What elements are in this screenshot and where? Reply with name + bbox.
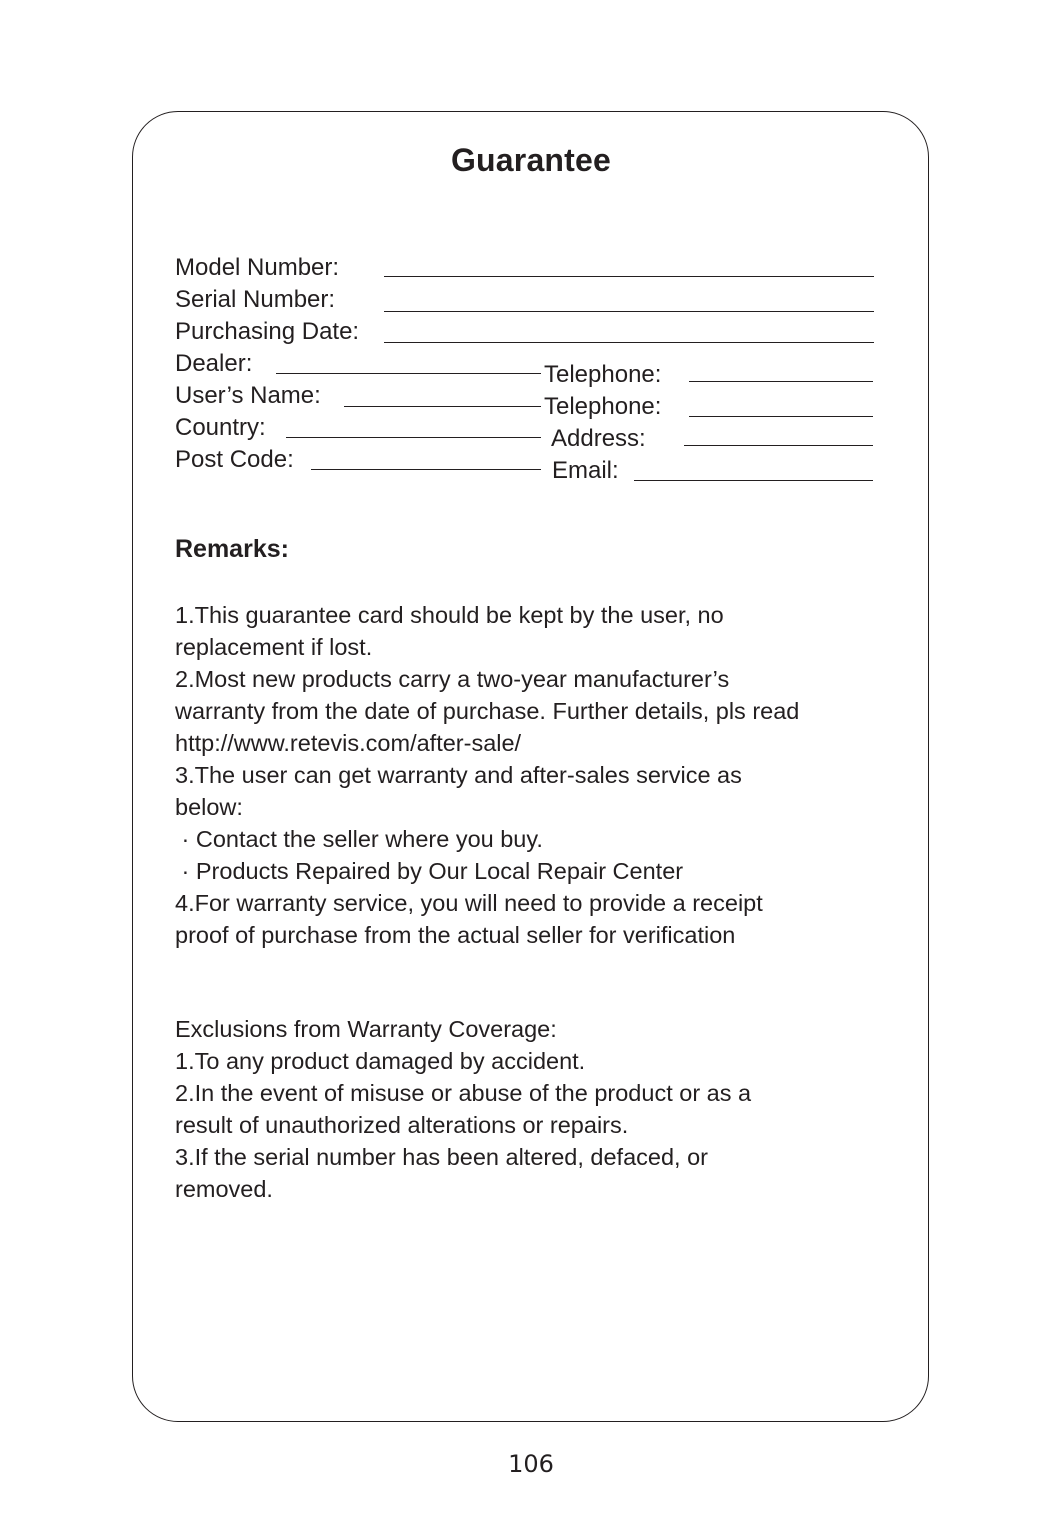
purchasing-date-field[interactable]	[384, 342, 874, 343]
address-field[interactable]	[684, 445, 873, 446]
users-name-field[interactable]	[344, 406, 541, 407]
remarks-bullet: · Contact the seller where you buy.	[175, 826, 543, 852]
page-title: Guarantee	[450, 142, 612, 178]
remarks-bullet: · Products Repaired by Our Local Repair Center	[175, 858, 684, 884]
country-field[interactable]	[286, 437, 541, 438]
post-code-field[interactable]	[311, 469, 541, 470]
page-number: 106	[508, 1450, 554, 1478]
exclusions-line: removed.	[175, 1176, 273, 1202]
purchasing-date-label: Purchasing Date:	[175, 318, 360, 345]
dealer-field[interactable]	[276, 373, 541, 374]
serial-number-label: Serial Number:	[175, 286, 336, 313]
user-telephone-label: Telephone:	[544, 393, 662, 420]
exclusions-line: 1.To any product damaged by accident.	[175, 1048, 586, 1074]
remarks-line: 3.The user can get warranty and after-sales service as	[175, 762, 742, 788]
post-code-label: Post Code:	[175, 446, 294, 473]
remarks-line: replacement if lost.	[175, 634, 373, 660]
exclusions-list	[175, 1013, 895, 1205]
serial-number-field[interactable]	[384, 311, 874, 312]
remarks-line: 1.This guarantee card should be kept by the user, no	[175, 602, 724, 628]
dealer-label: Dealer:	[175, 350, 253, 377]
dealer-telephone-field[interactable]	[689, 381, 873, 382]
remarks-line: below:	[175, 794, 243, 820]
user-telephone-field[interactable]	[689, 416, 873, 417]
exclusions-line: result of unauthorized alterations or repairs.	[175, 1112, 629, 1138]
remarks-line: proof of purchase from the actual seller for verification	[175, 922, 736, 948]
remarks-line: 4.For warranty service, you will need to provide a receipt	[175, 890, 763, 916]
exclusions-line: 2.In the event of misuse or abuse of the product or as a	[175, 1080, 752, 1106]
exclusions-line: 3.If the serial number has been altered, defaced, or	[175, 1144, 708, 1170]
email-label: Email:	[552, 457, 619, 484]
country-label: Country:	[175, 414, 266, 441]
email-field[interactable]	[634, 480, 873, 481]
remarks-list	[175, 599, 895, 951]
model-number-label: Model Number:	[175, 254, 340, 281]
address-label: Address:	[551, 425, 646, 452]
remarks-line: warranty from the date of purchase. Further details, pls read	[175, 698, 800, 724]
model-number-field[interactable]	[384, 276, 874, 277]
remarks-heading: Remarks:	[175, 535, 289, 563]
remarks-link-line: http://www.retevis.com/after-sale/	[175, 730, 522, 756]
exclusions-heading: Exclusions from Warranty Coverage:	[175, 1016, 557, 1042]
users-name-label: User’s Name:	[175, 382, 321, 409]
remarks-line: 2.Most new products carry a two-year manufacturer’s	[175, 666, 730, 692]
dealer-telephone-label: Telephone:	[544, 361, 662, 388]
